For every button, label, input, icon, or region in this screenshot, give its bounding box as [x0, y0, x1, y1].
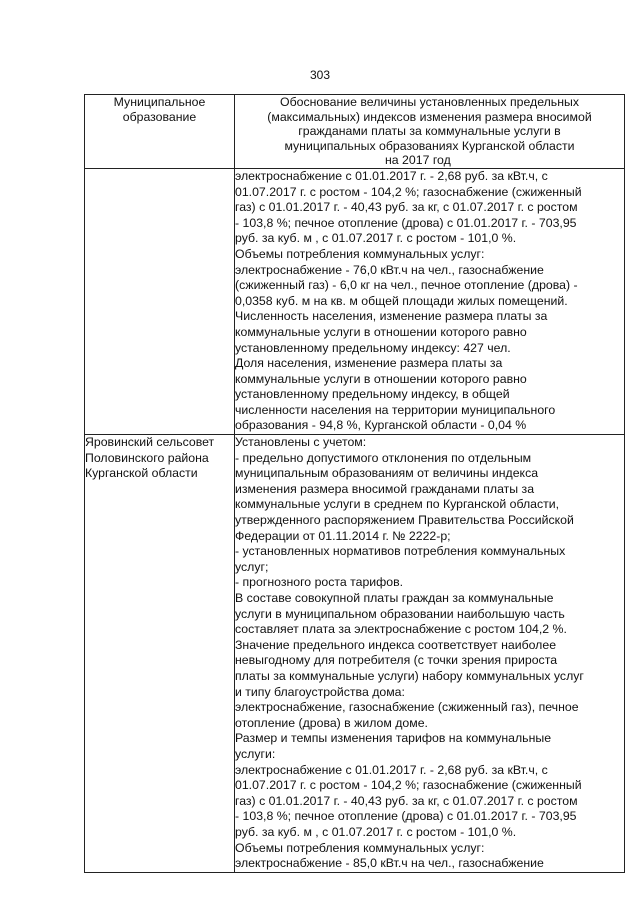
text-line: электроснабжение - 85,0 кВт.ч на чел., газоснабжение [235, 856, 544, 871]
justification-cell [235, 168, 625, 434]
text-line: Половинского района [85, 450, 209, 465]
text-line: - прогнозного роста тарифов. [235, 575, 404, 590]
text-line: Федерации от 01.11.2014 г. № 2222-р; [235, 528, 451, 543]
text-line: услуг; [235, 559, 269, 574]
justification-cell [235, 435, 625, 873]
text-line: муниципальным образованиям от величины индекса [235, 466, 539, 481]
header-text: Муниципальное [113, 95, 206, 109]
text-line: коммунальные услуги в среднем по Курганской области, [235, 497, 560, 512]
text-line: утвержденного распоряжением Правительства Российской [235, 513, 574, 528]
text-line: - установленных нормативов потребления коммунальных [235, 544, 566, 559]
text-line: Доля населения, изменение размера платы за [235, 356, 503, 371]
text-line: Значение предельного индекса соответствует наиболее [235, 637, 557, 652]
text-line: Курганской области [85, 466, 198, 481]
page-number: 303 [309, 68, 331, 82]
text-line: 0,0358 куб. м на кв. м общей площади жилых помещений. [235, 293, 568, 308]
text-line: электроснабжение - 76,0 кВт.ч на чел., газоснабжение [235, 262, 544, 277]
text-line: электроснабжение, газоснабжение (сжиженный газ), печное [235, 700, 579, 715]
text-line: электроснабжение с 01.01.2017 г. - 2,68 руб. за кВт.ч, с [235, 168, 548, 183]
text-line: образования - 94,8 %, Курганской области - 0,04 % [235, 418, 527, 433]
text-line: Объемы потребления коммунальных услуг: [235, 246, 485, 261]
text-line: отопление (дрова) в жилом доме. [235, 715, 428, 730]
header-municipality [85, 95, 235, 169]
table-header-row [85, 95, 625, 169]
text-line: и типу благоустройства дома: [235, 684, 405, 699]
header-text: муниципальных образованиях Курганской области [284, 138, 575, 153]
tariff-table [84, 94, 625, 873]
text-line: Размер и темпы изменения тарифов на коммунальные [235, 731, 552, 746]
text-line: платы за коммунальные услуги) набору коммунальных услуг [235, 668, 584, 683]
text-line: 01.07.2017 г. с ростом - 104,2 %; газоснабжение (сжиженный [235, 184, 582, 199]
municipality-cell [85, 435, 235, 873]
text-line: Численность населения, изменение размера платы за [235, 309, 548, 324]
text-line: коммунальные услуги в отношении которого равно [235, 324, 527, 339]
header-text: (максимальных) индексов изменения размера вносимой [267, 109, 592, 124]
text-line: газ) с 01.01.2017 г. - 40,43 руб. за кг, с 01.07.2017 г. с ростом [235, 793, 578, 808]
municipality-cell [85, 168, 235, 434]
text-line: - 103,8 %; печное отопление (дрова) с 01.01.2017 г. - 703,95 [235, 215, 577, 230]
text-line: электроснабжение с 01.01.2017 г. - 2,68 руб. за кВт.ч, с [235, 762, 548, 777]
header-text: образование [122, 109, 197, 124]
text-line: Яровинский сельсовет [85, 435, 215, 450]
text-line: услуги в муниципальном образовании наибольшую часть [235, 606, 565, 621]
text-line: Установлены с учетом: [235, 435, 367, 450]
text-line: изменения размера вносимой гражданами платы за [235, 481, 535, 496]
text-line: - 103,8 %; печное отопление (дрова) с 01.01.2017 г. - 703,95 [235, 809, 577, 824]
text-line: установленному предельному индексу: 427 чел. [235, 340, 511, 355]
text-line: руб. за куб. м , с 01.07.2017 г. с ростом - 101,0 %. [235, 824, 517, 839]
text-line: коммунальные услуги в отношении которого равно [235, 371, 527, 386]
text-line: - предельно допустимого отклонения по отдельным [235, 450, 532, 465]
text-line: невыгодному для потребителя (с точки зрения прироста [235, 653, 558, 668]
text-line: численности населения на территории муниципального [235, 402, 556, 417]
text-line: Объемы потребления коммунальных услуг: [235, 840, 485, 855]
text-line: составляет плата за электроснабжение с ростом 104,2 %. [235, 622, 567, 637]
text-line: (сжиженный газ) - 6,0 кг на чел., печное отопление (дрова) - [235, 278, 578, 293]
header-justification [235, 95, 625, 169]
table-row [85, 168, 625, 434]
text-line: газ) с 01.01.2017 г. - 40,43 руб. за кг, с 01.07.2017 г. с ростом [235, 200, 578, 215]
header-text: на 2017 год [385, 153, 451, 168]
header-text: гражданами платы за коммунальные услуги в [298, 124, 561, 139]
table-row [85, 435, 625, 873]
text-line: услуги: [235, 746, 276, 761]
text-line: 01.07.2017 г. с ростом - 104,2 %; газоснабжение (сжиженный [235, 778, 582, 793]
text-line: руб. за куб. м , с 01.07.2017 г. с ростом - 101,0 %. [235, 231, 517, 246]
text-line: установленному предельному индексу, в общей [235, 387, 510, 402]
text-line: В составе совокупной платы граждан за коммунальные [235, 591, 554, 605]
header-text: Обоснование величины установленных предельных [280, 95, 579, 109]
